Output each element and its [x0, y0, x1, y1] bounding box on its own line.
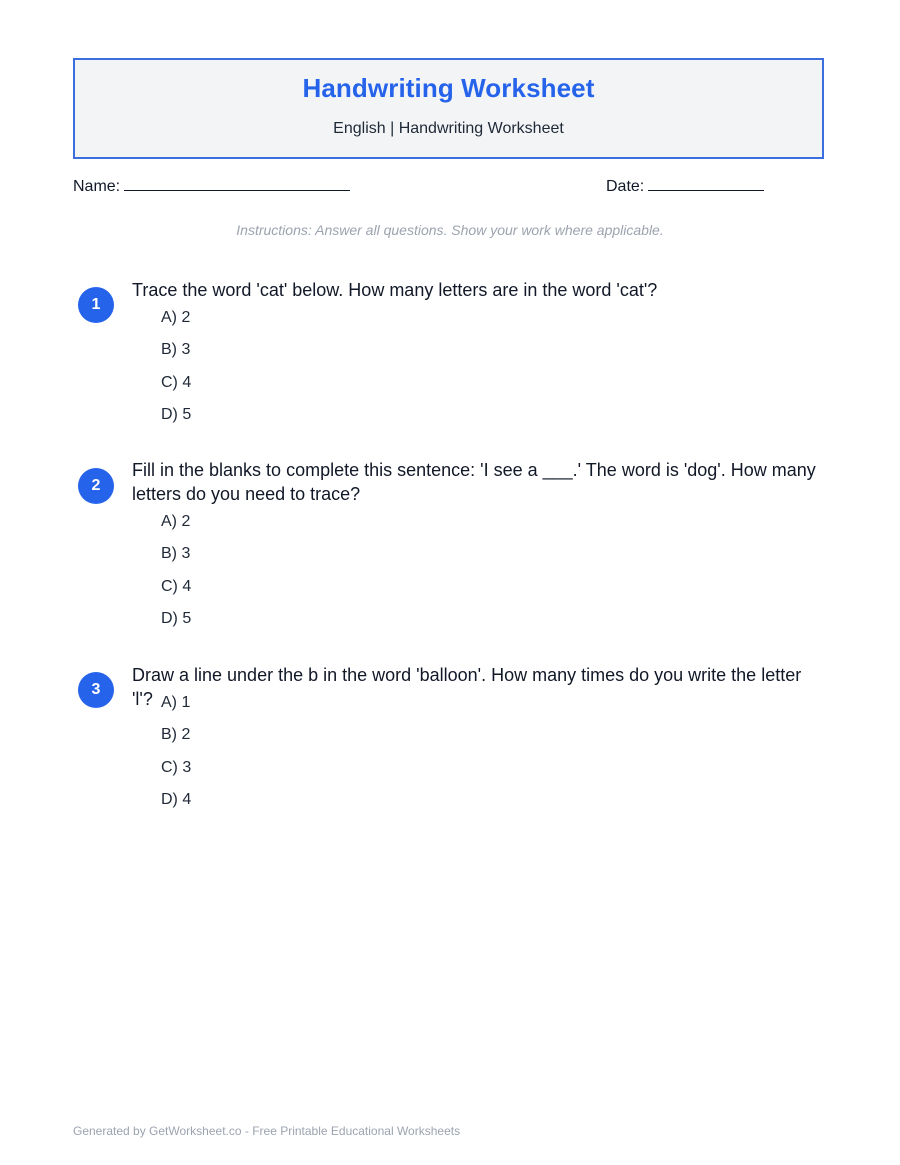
footer-credit: Generated by GetWorksheet.co - Free Printable Educational Worksheets [73, 1124, 461, 1138]
instructions: Instructions: Answer all questions. Show your work where applicable. [236, 222, 664, 238]
option-b[interactable]: B) 2 [161, 726, 191, 744]
page-subtitle: English | Handwriting Worksheet [333, 120, 564, 137]
options-list [161, 308, 191, 438]
worksheet-header [73, 58, 824, 159]
question-number-badge: 3 [78, 672, 114, 708]
option-c[interactable]: C) 4 [161, 577, 192, 595]
option-b[interactable]: B) 3 [161, 341, 191, 359]
option-a[interactable]: A) 2 [161, 513, 191, 530]
question-text: Draw a line under the b in the word 'balloon'. How many times do you write the letter 'l'? [132, 665, 802, 709]
options-list [161, 512, 191, 642]
option-b[interactable]: B) 3 [161, 545, 191, 563]
options-list [161, 693, 191, 823]
page-title: Handwriting Worksheet [302, 73, 595, 103]
question-number-badge: 2 [78, 468, 114, 504]
option-d[interactable]: D) 5 [161, 406, 192, 424]
option-a[interactable]: A) 2 [161, 309, 191, 326]
question-number-badge: 1 [78, 287, 114, 323]
option-d[interactable]: D) 5 [161, 610, 192, 628]
date-blank-line[interactable] [648, 176, 764, 191]
date-label: Date: [606, 178, 645, 195]
option-c[interactable]: C) 3 [161, 758, 192, 776]
name-label: Name: [73, 178, 121, 195]
option-c[interactable]: C) 4 [161, 373, 192, 391]
name-blank-line[interactable] [124, 176, 350, 191]
name-field[interactable] [73, 176, 350, 196]
date-field[interactable] [606, 176, 764, 196]
question-text: Trace the word 'cat' below. How many letters are in the word 'cat'? [132, 280, 658, 300]
option-a[interactable]: A) 1 [161, 694, 191, 711]
option-d[interactable]: D) 4 [161, 791, 192, 809]
question-text: Fill in the blanks to complete this sentence: 'I see a ___.' The word is 'dog'. How many letters do you need to trace? [132, 460, 816, 504]
